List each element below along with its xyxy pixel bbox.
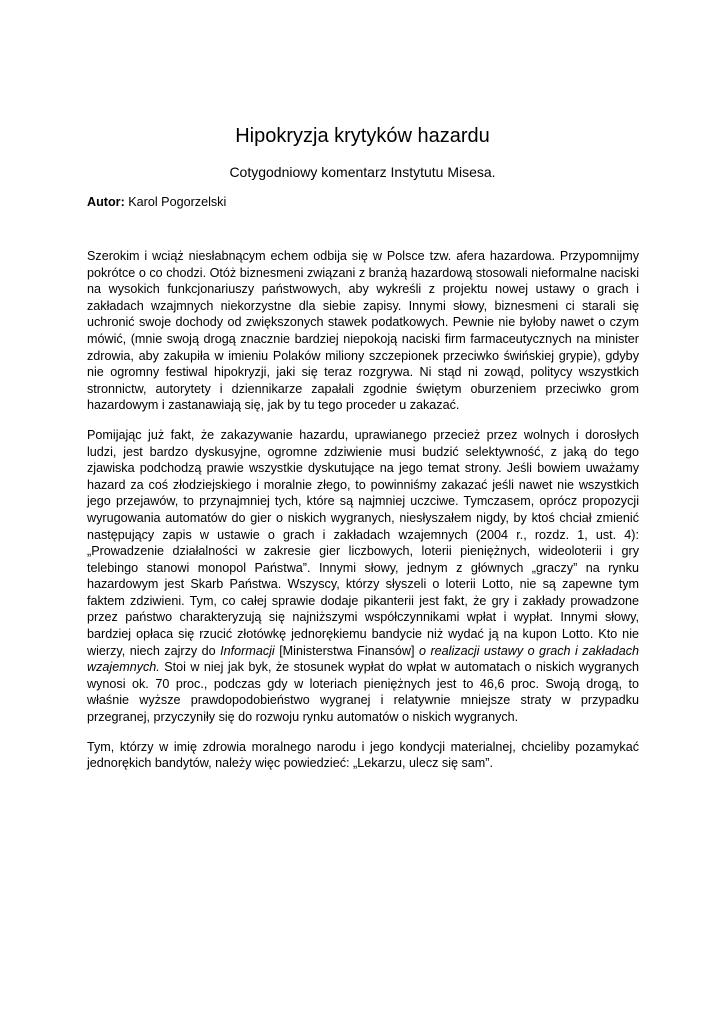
document-title: Hipokryzja krytyków hazardu — [235, 125, 490, 147]
paragraph-2-italic-informacji: Informacji — [220, 643, 275, 658]
document-subtitle: Cotygodniowy komentarz Instytutu Misesa. — [229, 164, 496, 180]
paragraph-1: Szerokim i wciąż niesłabnącym echem odbija się w Polsce tzw. afera hazardowa. Przypomnijmy pokrótce o co chodzi. Otóż biznesmeni związani z branżą hazardową stosowali nieformalne naciski na wysokich funkcjonariuszy państwowych, aby wykreśli z projektu nowej ustawy o grach i zakładach wzajmnych niekorzystne dla siebie zapisy. Innymi słowy, biznesmeni ci starali się uchronić swoje dochody od zwiększonych stawek podatkowych. Pewnie nie byłoby nawet o czym mówić, (mnie swoją drogą znacznie bardziej niepokoją naciski firm farmaceutycznych na minister zdrowia, aby zakupiła w imieniu Polaków miliony szczepionek przeciwko świńskiej grypie), gdyby nie ogromny festiwal hipokryzji, jaki się teraz rozgrywa. Ni stąd ni zowąd, politycy wszystkich stronnictw, autorytety i dziennikarze zapałali zgodnie świętym oburzeniem przeciwko grom hazardowym i zastanawiają się, jak by tu tego proceder u zakazać. — [87, 249, 639, 413]
paragraph-2-text-c: Stoi w niej jak byk, że stosunek wypłat do wpłat w automatach o niskich wygranych wynosi ok. 70 proc., podczas gdy w loteriach pieniężnych jest to 46,6 proc. Swoją drogą, to właśnie wyższe prawdopodobieństwo wygranej i relatywnie mniejsze straty w przypadku przegranej, przyczyniły się do rozwoju rynku automatów o niskich wygranych. — [87, 660, 639, 725]
article-body — [87, 248, 639, 785]
author-label: Autor: — [87, 195, 125, 209]
author-line — [87, 194, 226, 210]
paragraph-2-text-b: [Ministerstwa Finansów] — [279, 643, 415, 658]
paragraph-3: Tym, którzy w imię zdrowia moralnego narodu i jego kondycji materialnej, chcieliby pozamykać jednorękich bandytów, należy więc powiedzieć: „Lekarzu, ulecz się sam”. — [87, 739, 639, 771]
paragraph-2 — [87, 427, 639, 726]
author-name: Karol Pogorzelski — [128, 195, 227, 209]
paragraph-2-text-a: Pomijając już fakt, że zakazywanie hazardu, uprawianego przecież przez wolnych i dorosłych ludzi, jest bardzo dyskusyjne, ogromne zdziwienie musi budzić selektywność, z jaką do tego zjawiska podchodzą prawie wszystkie dyskutujące na jego temat strony. Jeśli bowiem uważamy hazard za coś złodziejskiego i moralnie złego, to powinniśmy zakazać jeśli nawet nie wszystkich jego przejawów, to przynajmniej tych, które są najmniej uczciwe. Tymczasem, oprócz propozycji wyrugowania automatów do gier o niskich wygranych, niesłyszałem nigdy, by ktoś chciał zmienić następujący zapis w ustawie o grach i zakładach wzajemnych (2004 r., rozdz. 1, ust. 4): „Prowadzenie działalności w zakresie gier liczbowych, loterii pieniężnych, wideoloterii i gry telebingo stanowi monopol Państwa”. Innymi słowy, jednym z głównych „graczy” na rynku hazardowym jest Skarb Państwa. Wszyscy, którzy słyszeli o loterii Lotto, nie są zapewne tym faktem zdziwieni. Tym, co całej sprawie dodaje pikanterii jest fakt, że gry i zakłady prowadzone przez państwo charakteryzują się najniższymi współczynnikami wpłat i wypłat. Innymi słowy, bardziej opłaca się rzucić złotówkę jednorękiemu bandycie niż wydać ją na kupon Lotto. Kto nie wierzy, niech zajrzy do — [87, 427, 639, 658]
paragraph-2-italic-title: o realizacji ustawy o grach i zakładach wzajemnych. — [87, 643, 640, 675]
